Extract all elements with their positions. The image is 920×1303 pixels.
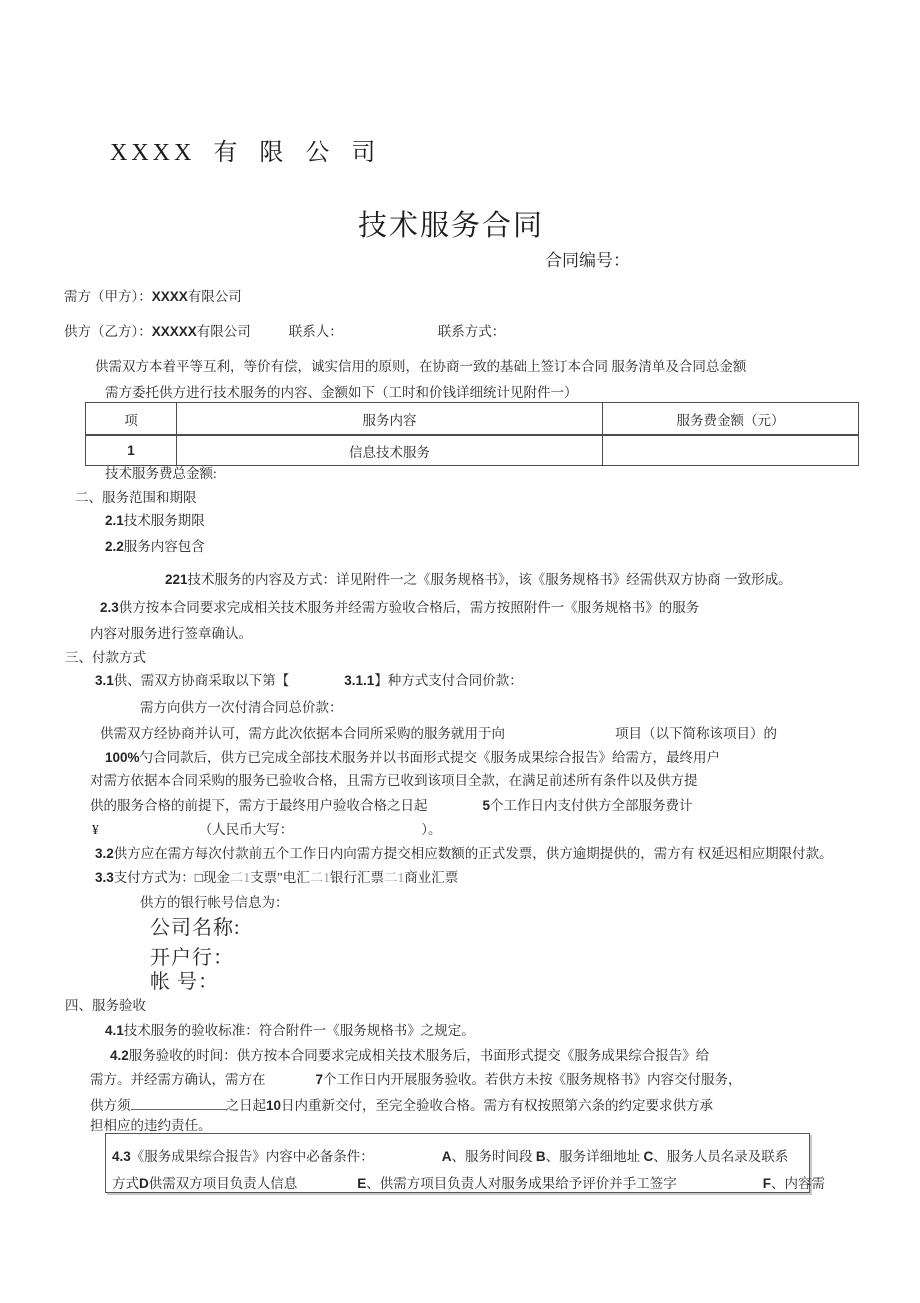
supplier-party-line: 供方（乙方）：XXXXX有限公司 联系人： 联系方式： bbox=[64, 324, 506, 339]
amount-in-words-line: ¥ （人民币大写： ）。 bbox=[92, 822, 442, 837]
cell-item-number: 1 bbox=[86, 435, 177, 466]
intro-paragraph-2: 需方委托供方进行技术服务的内容、金额如下（工时和价钱详细统计见附件一） bbox=[105, 385, 578, 400]
service-items-table bbox=[85, 402, 859, 466]
cell-service-fee bbox=[603, 435, 859, 466]
section-4-title: 四、服务验收 bbox=[65, 998, 146, 1013]
clause-3-1-percent-line: 100%勺合同款后，供方已完成全部技术服务并以书面形式提交《服务成果综合报告》给需方，最终用户 bbox=[105, 750, 721, 765]
intro-paragraph-1: 供需双方本着平等互利，等价有偿，诚实信用的原则，在协商一致的基础上签订本合同 服务清单及合同总金额 bbox=[95, 359, 747, 374]
clause-4-2-line-4: 担相应的违约责任。 bbox=[90, 1118, 212, 1133]
clause-2-2-1: 221技术服务的内容及方式：详见附件一之《服务规格书》，该《服务规格书》经需供双方协商 一致形成。 bbox=[165, 572, 792, 587]
table-header-row bbox=[86, 403, 859, 436]
clause-2-3-line-2: 内容对服务进行签章确认。 bbox=[90, 626, 252, 641]
clause-3-2: 3.2供方应在需方每次付款前五个工作日内向需方提交相应数额的正式发票，供方逾期提供的，需方有 权延迟相应期限付款。 bbox=[95, 846, 833, 861]
clause-4-3-line-1: 4.3《服务成果综合报告》内容中必备条件： A、服务时间段 B、服务详细地址 C、服务人员名录及联系 bbox=[112, 1149, 789, 1164]
clause-4-3-box bbox=[105, 1133, 826, 1193]
company-name: XXXX 有 限 公 司 bbox=[110, 140, 380, 166]
bank-info-intro: 供方的银行帐号信息为： bbox=[140, 895, 289, 910]
header-cell-item: 项 bbox=[86, 403, 177, 436]
bank-company-name-label: 公司名称: bbox=[150, 917, 241, 939]
bank-branch-label: 开户行： bbox=[150, 947, 234, 969]
clause-2-1: 2.1技术服务期限 bbox=[105, 513, 205, 528]
header-cell-content: 服务内容 bbox=[177, 403, 603, 436]
table-row bbox=[86, 435, 859, 466]
clause-3-1-payment-days-line: 供的服务合格的前提下，需方于最终用户验收合格之日起 5个工作日内支付供方全部服务费计 bbox=[90, 798, 693, 813]
clause-3-1-acceptance-line: 对需方依据本合同采购的服务已验收合格，且需方已收到该项目全款，在满足前述所有条件以及供方提 bbox=[90, 773, 698, 788]
header-cell-fee: 服务费金额（元） bbox=[603, 403, 859, 436]
clause-2-2: 2.2服务内容包含 bbox=[105, 539, 205, 554]
cell-service-content: 信息技术服务 bbox=[177, 435, 603, 466]
total-amount-label: 技术服务费总金额: bbox=[105, 466, 217, 481]
bank-account-label: 帐 号： bbox=[150, 971, 219, 993]
contract-number-label: 合同编号： bbox=[545, 251, 630, 270]
section-2-title: 二、服务范围和期限 bbox=[75, 490, 197, 505]
document-title: 技术服务合同 bbox=[358, 210, 545, 242]
clause-3-1: 3.1供、需双方协商采取以下第【 3.1.1】种方式支付合同价款： bbox=[95, 673, 523, 688]
section-3-title: 三、付款方式 bbox=[65, 650, 146, 665]
clause-4-2-line-2: 需方。并经需方确认，需方在 7个工作日内开展服务验收。若供方未按《服务规格书》内容交付服务， bbox=[90, 1072, 742, 1087]
clause-3-1-project-line: 供需双方经协商并认可，需方此次依据本合同所采购的服务就用于向 项目（以下简称该项目）的 bbox=[100, 726, 777, 741]
clause-3-3-payment-method: 3.3支付方式为：□现金二1支票"电汇二1银行汇票二1商业汇票 bbox=[95, 870, 459, 885]
clause-4-2-line-1: 4.2服务验收的时间：供方按本合同要求完成相关技术服务后，书面形式提交《服务成果综合报告》给 bbox=[110, 1048, 710, 1063]
clause-2-3-line-1: 2.3供方按本合同要求完成相关技术服务并经需方验收合格后，需方按照附件一《服务规格书》的服务 bbox=[100, 600, 700, 615]
clause-4-2-line-3: 供方须 之日起10日内重新交付，至完全验收合格。需方有权按照第六条的约定要求供方承 bbox=[90, 1095, 713, 1115]
buyer-party-line: 需方（甲方）：XXXX有限公司 bbox=[64, 289, 242, 304]
clause-4-1: 4.1技术服务的验收标准：符合附件一《服务规格书》之规定。 bbox=[105, 1023, 475, 1038]
clause-4-3-line-2: 方式D供需双方项目负责人信息 E、供需方项目负责人对服务成果给予评价并手工签字 F、内容需 bbox=[112, 1176, 826, 1191]
clause-3-1-pay-once: 需方向供方一次付清合同总价款： bbox=[140, 700, 343, 715]
